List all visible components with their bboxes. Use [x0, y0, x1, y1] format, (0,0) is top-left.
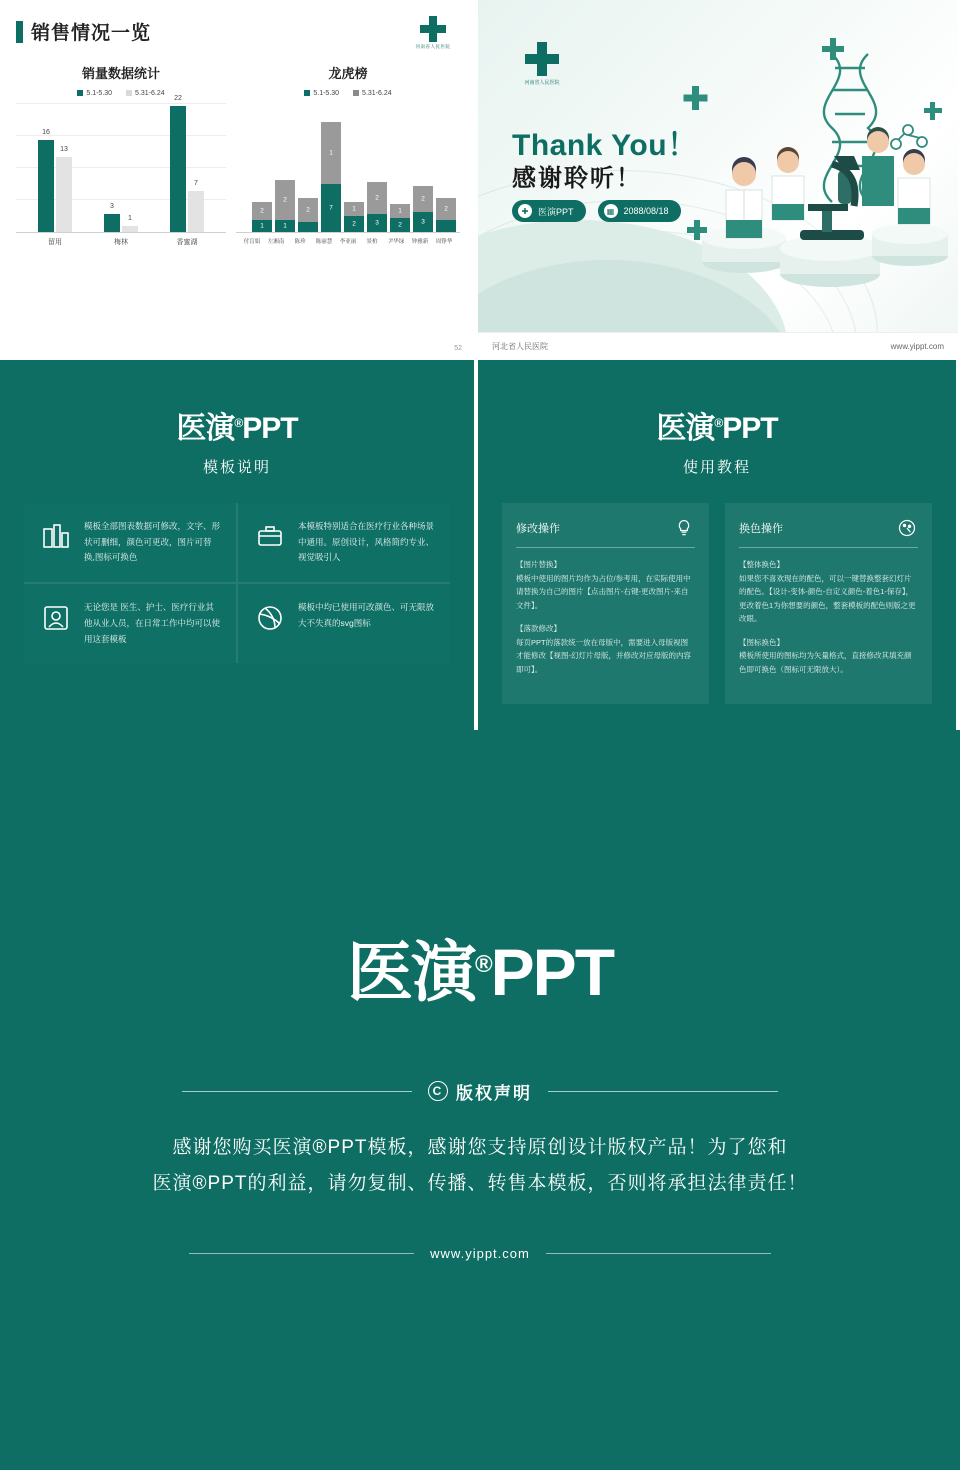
- legend-label-2: 5.31-6.24: [135, 90, 165, 97]
- segment-dark: [344, 216, 364, 232]
- bar-group: [170, 95, 204, 232]
- segment-dark: [321, 184, 341, 232]
- x-tick-label: 香蜜湖: [176, 239, 198, 246]
- copyright-icon: C: [428, 1081, 448, 1101]
- stacked-bar: [344, 202, 364, 232]
- info-card-text: 模板中均已使用可改颜色、可无限放大不失真的svg图标: [298, 602, 435, 628]
- medical-icon: ✚: [518, 204, 532, 218]
- segment-grey: [390, 204, 410, 218]
- copyright-label: 版权声明: [456, 1083, 532, 1103]
- bar: [104, 203, 120, 232]
- website-url: www.yippt.com: [430, 1246, 530, 1262]
- copyright-line-1: 感谢您购买医演®PPT模板，感谢您支持原创设计版权产品！为了您和: [172, 1136, 788, 1158]
- segment-grey: [275, 180, 295, 220]
- info-cards: [24, 503, 450, 663]
- hospital-logo: [512, 42, 572, 86]
- pill-brand: [512, 200, 586, 222]
- chart-x-axis: [16, 237, 226, 247]
- tutorial-column-header: [516, 517, 695, 548]
- segment-dark: [436, 220, 456, 232]
- segment-grey: [321, 122, 341, 184]
- chart-title: 销量数据统计: [81, 66, 160, 81]
- tutorial-block-body: 模板中使用的图片均作为占位/参考用，在实际使用中请替换为自己的图片【点击图片-右键-更改图片-来自文件】。: [516, 573, 691, 610]
- segment-value: 2: [283, 196, 287, 204]
- brand-logo-large: [346, 934, 614, 1009]
- x-tick-label: 陈丽慧: [315, 239, 333, 245]
- stacked-bar: [252, 202, 272, 232]
- legend-item-1: [304, 90, 339, 97]
- tutorial-block-body: 如果您不喜欢现在的配色，可以一键替换整套幻灯片的配色。【设计-变体-颜色-自定义颜色-着色1-保存】，更改着色1为你想要的颜色，整套模板的配色则版之更改眼。: [739, 573, 916, 623]
- info-card: [24, 503, 236, 582]
- bar-group: [104, 203, 138, 232]
- brand-cn: 医演: [176, 412, 235, 445]
- box-icon: [252, 519, 288, 555]
- bar: [38, 129, 54, 232]
- medical-team-illustration: [682, 24, 952, 294]
- tutorial-column-edit: [502, 503, 709, 704]
- footer-hospital-name: 河北省人民医院: [492, 342, 548, 351]
- palette-icon: [896, 517, 918, 539]
- hospital-logo: [410, 16, 456, 50]
- chart-leaderboard: [236, 63, 460, 247]
- tutorial-block: [739, 558, 918, 626]
- slide-thank-you: [478, 0, 958, 360]
- x-tick-label: 梅林: [114, 239, 128, 246]
- brand-ppt: PPT: [490, 934, 614, 1009]
- tutorial-block: [739, 636, 918, 677]
- brand-block: [502, 414, 932, 477]
- segment-grey: [436, 198, 456, 220]
- brand-logo: [24, 414, 450, 444]
- brand-logo: [502, 414, 932, 444]
- stacked-bar: [413, 186, 433, 232]
- x-tick-label: 陈珍: [294, 239, 306, 245]
- bar-value: 16: [42, 129, 50, 136]
- tutorial-block-title: 【图标换色】: [739, 637, 784, 647]
- segment-value: 2: [352, 220, 356, 228]
- legend-swatch-light: [126, 90, 132, 96]
- segment-value: 2: [306, 206, 310, 214]
- bulb-icon: [673, 517, 695, 539]
- segment-grey: [252, 202, 272, 220]
- footer-url: www.yippt.com: [890, 342, 944, 351]
- slide-subtitle: 使用教程: [682, 459, 751, 476]
- info-card-text: 无论您是 医生、护士、医疗行业其他从业人员，在日常工作中均可以使用这套模板: [84, 602, 221, 644]
- info-card: [238, 503, 450, 582]
- tutorial-block-body: 每页PPT的落款统一放在母版中，需要进入母版视图才能修改【视图-幻灯片母版，并修改对应母版的内容即可】。: [516, 637, 691, 674]
- stacked-bar: [275, 180, 295, 232]
- hospital-logo-caption: 河南省人民医院: [415, 44, 451, 49]
- segment-value: 1: [329, 149, 333, 157]
- copyright-line-2: 医演®PPT的利益，请勿复制、传播、转售本模板，否则将承担法律责任！: [152, 1173, 808, 1194]
- segment-value: 2: [375, 194, 379, 202]
- legend-swatch-dark: [304, 90, 310, 96]
- tutorial-columns: [502, 503, 932, 704]
- segment-dark: [275, 220, 295, 232]
- brand-reg: ®: [474, 950, 491, 978]
- slide-page-number: 52: [454, 345, 462, 352]
- stacked-bar: [390, 204, 410, 232]
- brand-block: [24, 414, 450, 477]
- segment-value: 3: [421, 218, 425, 226]
- chart-plot-area: [16, 95, 226, 233]
- segment-value: 2: [260, 207, 264, 215]
- segment-dark: [413, 212, 433, 232]
- copyright-badge: [428, 1079, 532, 1104]
- segment-grey: [367, 182, 387, 214]
- thank-you-title-cn: 感谢聆听！: [512, 165, 642, 192]
- tutorial-column-title: 换色操作: [739, 523, 783, 535]
- bar: [122, 215, 138, 232]
- segment-value: 2: [444, 205, 448, 213]
- chart-legend: [236, 90, 460, 97]
- bar: [188, 180, 204, 232]
- segment-dark: [298, 222, 318, 232]
- tutorial-column-header: [739, 517, 918, 548]
- segment-value: 1: [283, 222, 287, 230]
- chart-x-axis: [236, 237, 460, 245]
- divider-left: [182, 1091, 412, 1092]
- tutorial-block-title: 【整体换色】: [739, 560, 784, 569]
- x-tick-label: 钟雅新: [411, 239, 429, 245]
- segment-dark: [367, 214, 387, 232]
- bar-value: 7: [194, 180, 198, 187]
- slide-copyright: [0, 730, 960, 1470]
- divider-right: [548, 1091, 778, 1092]
- chart-icon: [38, 519, 74, 555]
- tutorial-column-recolor: [725, 503, 932, 704]
- x-tick-label: 景柏: [366, 239, 378, 245]
- legend-item-1: [77, 90, 112, 97]
- segment-value: 1: [352, 205, 356, 213]
- medical-cross-icon: [420, 16, 446, 42]
- legend-label-1: 5.1-5.30: [313, 90, 340, 97]
- slide-footer: [478, 332, 958, 360]
- info-card: [24, 584, 236, 663]
- segment-value: 2: [398, 221, 402, 229]
- chart-sales-volume: [16, 63, 226, 247]
- segment-value: 3: [375, 219, 379, 227]
- bar: [170, 95, 186, 232]
- pill-label: 2088/08/18: [623, 206, 669, 216]
- tutorial-block-body: 模板所使用的图标均为矢量格式，直接修改其填充颜色即可换色（图标可无限放大）。: [739, 651, 912, 674]
- slide-tutorial: [478, 360, 956, 730]
- bar-group: [38, 129, 72, 232]
- tutorial-block: [516, 558, 695, 612]
- bar-value: 22: [174, 95, 182, 102]
- segment-value: 1: [260, 222, 264, 230]
- brand-ppt: PPT: [722, 412, 778, 445]
- brand-cn: 医演: [346, 934, 475, 1009]
- legend-label-2: 5.31-6.24: [362, 90, 392, 97]
- segment-dark: [390, 218, 410, 232]
- stacked-bar: [367, 182, 387, 232]
- divider-left: [189, 1253, 414, 1254]
- legend-label-1: 5.1-5.30: [86, 90, 113, 97]
- legend-swatch-grey: [353, 90, 359, 96]
- x-tick-label: 周铮华: [435, 239, 453, 245]
- brand-reg: ®: [714, 416, 723, 430]
- stacked-bar: [321, 122, 341, 232]
- legend-swatch-dark: [77, 90, 83, 96]
- x-tick-label: 左湘南: [267, 239, 285, 245]
- copyright-body: [153, 1130, 808, 1202]
- stacked-bar: [298, 198, 318, 232]
- info-card: [238, 584, 450, 663]
- url-row: [189, 1246, 771, 1261]
- slide-sales-overview: [0, 0, 478, 360]
- bar-value: 3: [110, 203, 114, 210]
- slide-title-row: [16, 18, 460, 45]
- pill-date: [598, 200, 681, 222]
- divider-right: [546, 1253, 771, 1254]
- thank-you-title-en: Thank You！: [512, 129, 698, 162]
- pill-label: 医演PPT: [538, 206, 574, 217]
- slide-template-info: [0, 360, 478, 730]
- brand-cn: 医演: [656, 412, 715, 445]
- calendar-icon: ▦: [604, 204, 618, 218]
- bar-value: 13: [60, 146, 68, 153]
- legend-item-2: [353, 90, 392, 97]
- x-tick-label: 付盲娟: [243, 239, 261, 245]
- bar-value: 1: [128, 215, 132, 222]
- bar: [56, 146, 72, 232]
- copyright-heading-row: [182, 1079, 778, 1104]
- info-card-text: 本模板特别适合在医疗行业各种场景中通用。原创设计，风格简约专业、视觉吸引人: [298, 521, 435, 563]
- brand-ppt: PPT: [242, 412, 298, 445]
- slide-row-2: [0, 360, 960, 730]
- x-tick-label: 留用: [48, 239, 62, 246]
- tutorial-block: [516, 622, 695, 676]
- page-title: 销售情况一览: [31, 23, 152, 44]
- segment-value: 7: [329, 204, 333, 212]
- segment-dark: [252, 220, 272, 232]
- segment-grey: [298, 198, 318, 222]
- chart-legend: [16, 90, 226, 97]
- slide-subtitle: 模板说明: [202, 459, 271, 476]
- chart-title: 龙虎榜: [328, 66, 368, 81]
- x-tick-label: 李亚丽: [339, 239, 357, 245]
- brand-reg: ®: [234, 416, 243, 430]
- charts-container: [16, 63, 460, 247]
- title-accent-bar: [16, 21, 23, 43]
- segment-grey: [344, 202, 364, 216]
- info-card-text: 模板全部图表数据可修改，文字、形状可删细，颜色可更改，图片可替换,图标可换色: [84, 521, 221, 563]
- segment-value: 1: [398, 207, 402, 215]
- chart-plot-area: [236, 103, 460, 233]
- slide-row-1: [0, 0, 960, 360]
- segment-grey: [413, 186, 433, 212]
- medical-cross-icon: [525, 42, 559, 76]
- tutorial-block-title: 【图片替换】: [516, 560, 561, 569]
- tutorial-column-title: 修改操作: [516, 523, 560, 535]
- legend-item-2: [126, 90, 165, 97]
- segment-value: 2: [421, 195, 425, 203]
- x-tick-label: 尹华绿: [387, 239, 405, 245]
- tutorial-block-title: 【落款修改】: [516, 624, 561, 633]
- ball-icon: [252, 600, 288, 636]
- people-icon: [38, 600, 74, 636]
- meta-pills: [512, 200, 681, 222]
- microscope-icon: [800, 156, 864, 240]
- stacked-bar: [436, 198, 456, 232]
- hospital-logo-caption: 河南省人民医院: [524, 80, 560, 86]
